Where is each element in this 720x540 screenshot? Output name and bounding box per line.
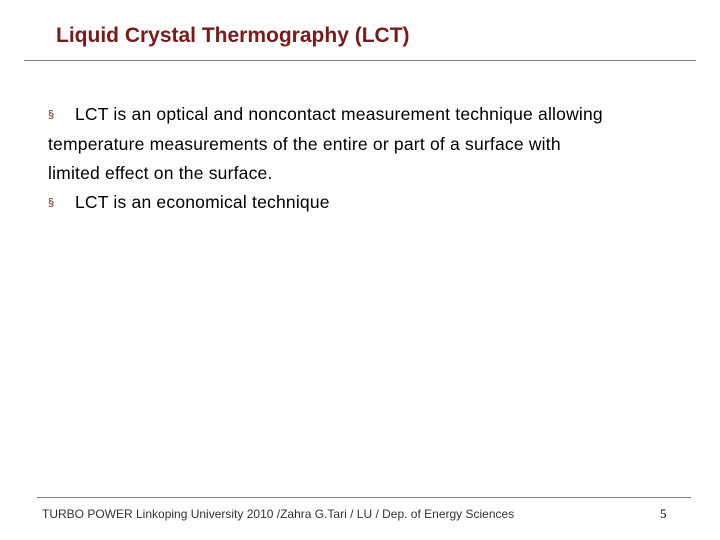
slide-body [48,100,688,218]
bullet-marker-icon: § [48,109,55,121]
bullet-item [48,188,688,218]
bullet-text-line: temperature measurements of the entire or part of a surface with [48,134,561,154]
bullet-text: LCT is an economical technique [75,192,330,212]
slide-title: Liquid Crystal Thermography (LCT) [56,24,410,47]
bullet-text-line: limited effect on the surface. [48,163,273,183]
footer-divider [37,497,691,498]
bullet-item [48,100,688,188]
footer-text: TURBO POWER Linkoping University 2010 /Zahra G.Tari / LU / Dep. of Energy Sciences [42,507,515,521]
bullet-marker-icon: § [48,197,55,209]
title-divider [24,60,696,61]
bullet-text-line: LCT is an optical and noncontact measurement technique allowing [75,104,603,124]
page-number: 5 [660,506,667,521]
